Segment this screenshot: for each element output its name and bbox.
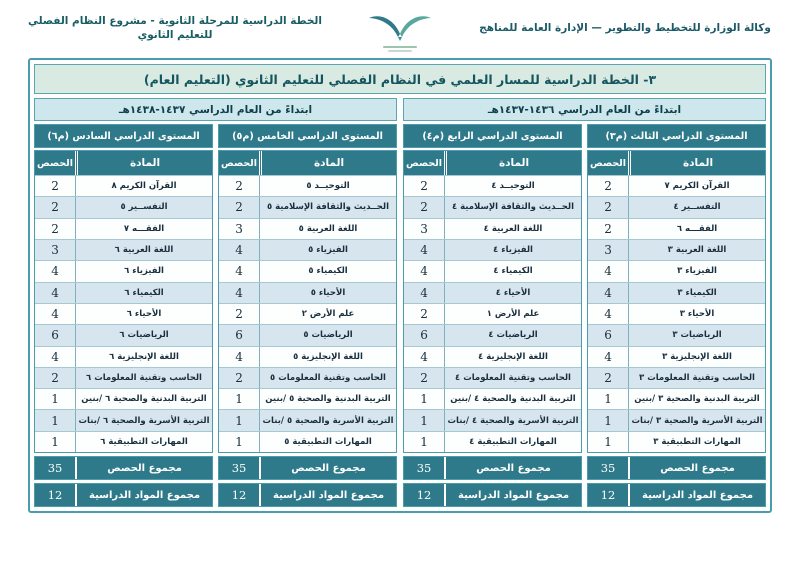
periods-column-header: الحصص — [221, 157, 257, 169]
periods-cell: 1 — [235, 413, 243, 428]
table-row — [35, 346, 212, 367]
periods-cell: 2 — [604, 370, 612, 385]
subject-cell: اللغة العربية ٦ — [75, 240, 212, 260]
table-row — [35, 431, 212, 452]
subject-cell: الرياضيات ٦ — [75, 325, 212, 345]
total-periods-label: مجموع الحصص — [259, 457, 396, 479]
periods-cell: 4 — [235, 264, 243, 279]
periods-cell: 1 — [51, 413, 59, 428]
subject-cell: التوحيــد ٤ — [444, 176, 581, 196]
table-rows — [219, 175, 396, 452]
subject-column-header: المادة — [444, 151, 581, 175]
subject-cell: الحــديث والثقافة الإسلامية ٤ — [444, 197, 581, 217]
table-row — [219, 239, 396, 260]
academic-year-band: ابتداءً من العام الدراسي ١٤٣٦-١٤٣٧هـ — [403, 98, 766, 121]
subject-cell: التربية البدنية والصحية ٣ /بنين — [628, 389, 765, 409]
periods-cell: 2 — [604, 179, 612, 194]
level-table — [403, 124, 582, 507]
subject-cell: علم الأرض ٢ — [259, 304, 396, 324]
subjects-grid — [218, 150, 397, 453]
periods-cell: 4 — [235, 243, 243, 258]
periods-cell: 6 — [235, 328, 243, 343]
table-row — [588, 196, 765, 217]
table-row — [404, 175, 581, 196]
table-row — [404, 218, 581, 239]
table-row — [404, 409, 581, 430]
periods-cell: 1 — [51, 392, 59, 407]
study-plan-header-text: الخطة الدراسية للمرحلة الثانوية - مشروع النظام الفصلي للتعليم الثانوي — [28, 15, 322, 41]
table-row — [35, 196, 212, 217]
table-header-row — [219, 151, 396, 175]
subject-cell: المهارات التطبيقية ٣ — [628, 432, 765, 452]
periods-cell: 2 — [604, 200, 612, 215]
subject-cell: الكيمياء ٦ — [75, 283, 212, 303]
periods-cell: 1 — [235, 434, 243, 449]
periods-cell: 4 — [420, 264, 428, 279]
table-row — [35, 175, 212, 196]
table-row — [588, 282, 765, 303]
subject-cell: التفســير ٤ — [628, 197, 765, 217]
subject-cell: الرياضيات ٤ — [444, 325, 581, 345]
table-row — [219, 218, 396, 239]
table-row — [404, 346, 581, 367]
periods-cell: 3 — [51, 243, 59, 258]
subject-cell: اللغة الإنجليزية ٥ — [259, 347, 396, 367]
level-title: المستوى الدراسي الخامس (م٥) — [218, 124, 397, 148]
periods-cell: 1 — [235, 392, 243, 407]
subject-cell: الفقـــه ٧ — [75, 219, 212, 239]
subject-cell: المهارات التطبيقية ٤ — [444, 432, 581, 452]
table-row — [588, 324, 765, 345]
periods-cell: 2 — [420, 179, 428, 194]
level-table — [587, 124, 766, 507]
periods-cell: 2 — [51, 370, 59, 385]
total-periods-label: مجموع الحصص — [628, 457, 765, 479]
table-row — [404, 196, 581, 217]
subject-cell: اللغة العربية ٤ — [444, 219, 581, 239]
periods-cell: 4 — [604, 349, 612, 364]
table-row — [219, 346, 396, 367]
subject-cell: اللغة العربية ٥ — [259, 219, 396, 239]
table-row — [404, 239, 581, 260]
tables-row — [34, 124, 397, 507]
periods-cell: 1 — [420, 434, 428, 449]
subject-cell: الكيمياء ٣ — [628, 283, 765, 303]
logo-caption-line-2 — [388, 50, 412, 52]
subjects-grid — [34, 150, 213, 453]
periods-cell: 6 — [604, 328, 612, 343]
document-header — [0, 0, 800, 58]
table-row — [219, 175, 396, 196]
periods-cell: 3 — [420, 221, 428, 236]
tables-row — [403, 124, 766, 507]
academic-year-group — [34, 98, 397, 507]
subject-cell: التربية البدنية والصحية ٤ /بنين — [444, 389, 581, 409]
total-subjects-label: مجموع المواد الدراسية — [259, 484, 396, 506]
level-title: المستوى الدراسي الرابع (م٤) — [403, 124, 582, 148]
table-row — [219, 303, 396, 324]
periods-column-header: الحصص — [590, 157, 626, 169]
total-subjects-label: مجموع المواد الدراسية — [75, 484, 212, 506]
subjects-grid — [403, 150, 582, 453]
table-row — [404, 324, 581, 345]
subject-cell: الكيمياء ٥ — [259, 261, 396, 281]
level-title: المستوى الدراسي الثالث (م٣) — [587, 124, 766, 148]
subject-cell: علم الأرض ١ — [444, 304, 581, 324]
table-row — [219, 367, 396, 388]
total-subjects-row — [34, 483, 213, 507]
periods-cell: 4 — [51, 264, 59, 279]
total-periods-row — [218, 456, 397, 480]
subject-cell: الفقـــه ٦ — [628, 219, 765, 239]
subject-cell: القرآن الكريم ٨ — [75, 176, 212, 196]
periods-cell: 2 — [420, 370, 428, 385]
subject-cell: التربية البدنية والصحية ٥ /بنين — [259, 389, 396, 409]
subject-column-header: المادة — [259, 151, 396, 175]
subject-cell: الفيزياء ٥ — [259, 240, 396, 260]
periods-cell: 4 — [420, 243, 428, 258]
subject-cell: الفيزياء ٣ — [628, 261, 765, 281]
periods-cell: 4 — [604, 285, 612, 300]
table-row — [219, 409, 396, 430]
subject-cell: الحــديث والثقافة الإسلامية ٥ — [259, 197, 396, 217]
level-title: المستوى الدراسي السادس (م٦) — [34, 124, 213, 148]
subject-cell: اللغة الإنجليزية ٣ — [628, 347, 765, 367]
total-subjects-row — [403, 483, 582, 507]
periods-cell: 6 — [420, 328, 428, 343]
periods-cell: 3 — [235, 221, 243, 236]
table-row — [219, 324, 396, 345]
subject-cell: القرآن الكريم ٧ — [628, 176, 765, 196]
total-subjects-value: 12 — [47, 488, 63, 502]
periods-cell: 4 — [604, 264, 612, 279]
level-table — [218, 124, 397, 507]
table-row — [404, 388, 581, 409]
periods-cell: 2 — [51, 221, 59, 236]
table-row — [588, 409, 765, 430]
subject-cell: التفســير ٥ — [75, 197, 212, 217]
total-periods-label: مجموع الحصص — [444, 457, 581, 479]
subject-cell: الأحياء ٦ — [75, 304, 212, 324]
total-subjects-value: 12 — [416, 488, 432, 502]
subject-cell: الفيزياء ٦ — [75, 261, 212, 281]
table-rows — [588, 175, 765, 452]
table-row — [404, 367, 581, 388]
subject-cell: التربية الأسرية والصحية ٣ /بنات — [628, 410, 765, 430]
subject-column-header: المادة — [75, 151, 212, 175]
table-row — [35, 282, 212, 303]
table-row — [35, 388, 212, 409]
subjects-grid — [587, 150, 766, 453]
table-row — [588, 346, 765, 367]
plan-title: ٣- الخطة الدراسية للمسار العلمي في النظام الفصلي للتعليم الثانوي (التعليم العام) — [34, 64, 766, 94]
periods-cell: 1 — [604, 413, 612, 428]
periods-cell: 4 — [51, 349, 59, 364]
total-subjects-row — [587, 483, 766, 507]
table-row — [588, 388, 765, 409]
table-row — [588, 175, 765, 196]
ministry-logo — [367, 10, 433, 52]
periods-cell: 6 — [51, 328, 59, 343]
periods-cell: 4 — [51, 307, 59, 322]
ministry-of-education-logo-icon — [367, 10, 433, 44]
subject-cell: الكيمياء ٤ — [444, 261, 581, 281]
table-row — [219, 282, 396, 303]
periods-cell: 4 — [604, 307, 612, 322]
total-periods-row — [403, 456, 582, 480]
table-row — [219, 431, 396, 452]
periods-cell: 4 — [235, 285, 243, 300]
periods-cell: 2 — [235, 307, 243, 322]
total-periods-row — [34, 456, 213, 480]
table-row — [588, 303, 765, 324]
subject-cell: الأحياء ٥ — [259, 283, 396, 303]
total-subjects-value: 12 — [600, 488, 616, 502]
total-periods-value: 35 — [416, 461, 432, 475]
periods-cell: 2 — [420, 307, 428, 322]
study-plan-box — [28, 58, 772, 513]
table-row — [35, 409, 212, 430]
table-row — [35, 239, 212, 260]
table-row — [588, 218, 765, 239]
subject-cell: الأحياء ٤ — [444, 283, 581, 303]
table-header-row — [588, 151, 765, 175]
periods-cell: 1 — [420, 392, 428, 407]
table-row — [35, 260, 212, 281]
subject-cell: اللغة الإنجليزية ٦ — [75, 347, 212, 367]
periods-cell: 4 — [51, 285, 59, 300]
subject-cell: الأحياء ٣ — [628, 304, 765, 324]
periods-column-header: الحصص — [406, 157, 442, 169]
total-periods-value: 35 — [600, 461, 616, 475]
table-row — [219, 260, 396, 281]
periods-cell: 1 — [51, 434, 59, 449]
table-rows — [404, 175, 581, 452]
table-row — [35, 324, 212, 345]
subject-cell: الحاسب وتقنية المعلومات ٤ — [444, 368, 581, 388]
subject-cell: الحاسب وتقنية المعلومات ٦ — [75, 368, 212, 388]
total-subjects-row — [218, 483, 397, 507]
subject-cell: التربية الأسرية والصحية ٥ /بنات — [259, 410, 396, 430]
subject-cell: اللغة العربية ٣ — [628, 240, 765, 260]
table-header-row — [404, 151, 581, 175]
subject-cell: الرياضيات ٥ — [259, 325, 396, 345]
periods-cell: 2 — [51, 200, 59, 215]
table-row — [35, 367, 212, 388]
subject-cell: التربية الأسرية والصحية ٦ /بنات — [75, 410, 212, 430]
subject-cell: الحاسب وتقنية المعلومات ٥ — [259, 368, 396, 388]
table-row — [588, 431, 765, 452]
ministry-agency-text: وكالة الوزارة للتخطيط والتطوير — الإدارة العامة للمناهج — [479, 22, 771, 35]
subject-cell: التربية البدنية والصحية ٦ /بنين — [75, 389, 212, 409]
periods-cell: 2 — [235, 200, 243, 215]
subject-cell: الحاسب وتقنية المعلومات ٣ — [628, 368, 765, 388]
periods-column-header: الحصص — [37, 157, 73, 169]
periods-cell: 1 — [604, 434, 612, 449]
table-row — [588, 260, 765, 281]
periods-cell: 3 — [604, 243, 612, 258]
periods-cell: 4 — [235, 349, 243, 364]
total-subjects-label: مجموع المواد الدراسية — [628, 484, 765, 506]
periods-cell: 1 — [604, 392, 612, 407]
table-row — [404, 431, 581, 452]
periods-cell: 2 — [420, 200, 428, 215]
table-row — [35, 303, 212, 324]
table-row — [219, 388, 396, 409]
total-subjects-label: مجموع المواد الدراسية — [444, 484, 581, 506]
academic-year-band: ابتداءً من العام الدراسي ١٤٣٧-١٤٣٨هـ — [34, 98, 397, 121]
total-periods-value: 35 — [231, 461, 247, 475]
subject-cell: اللغة الإنجليزية ٤ — [444, 347, 581, 367]
subject-cell: التوحيــد ٥ — [259, 176, 396, 196]
logo-caption-line — [383, 46, 417, 48]
table-row — [219, 196, 396, 217]
table-row — [35, 218, 212, 239]
periods-cell: 4 — [420, 285, 428, 300]
periods-cell: 2 — [604, 221, 612, 236]
table-header-row — [35, 151, 212, 175]
periods-cell: 4 — [420, 349, 428, 364]
subject-cell: الفيزياء ٤ — [444, 240, 581, 260]
subject-cell: الرياضيات ٣ — [628, 325, 765, 345]
subject-cell: المهارات التطبيقية ٥ — [259, 432, 396, 452]
total-periods-row — [587, 456, 766, 480]
table-row — [404, 303, 581, 324]
total-periods-value: 35 — [47, 461, 63, 475]
total-subjects-value: 12 — [231, 488, 247, 502]
table-rows — [35, 175, 212, 452]
subject-cell: المهارات التطبيقية ٦ — [75, 432, 212, 452]
table-row — [404, 260, 581, 281]
periods-cell: 2 — [235, 370, 243, 385]
level-table — [34, 124, 213, 507]
academic-year-group — [403, 98, 766, 507]
table-row — [588, 367, 765, 388]
periods-cell: 2 — [235, 179, 243, 194]
study-plan-groups — [34, 98, 766, 507]
table-row — [404, 282, 581, 303]
subject-cell: التربية الأسرية والصحية ٤ /بنات — [444, 410, 581, 430]
subject-column-header: المادة — [628, 151, 765, 175]
periods-cell: 2 — [51, 179, 59, 194]
table-row — [588, 239, 765, 260]
periods-cell: 1 — [420, 413, 428, 428]
total-periods-label: مجموع الحصص — [75, 457, 212, 479]
